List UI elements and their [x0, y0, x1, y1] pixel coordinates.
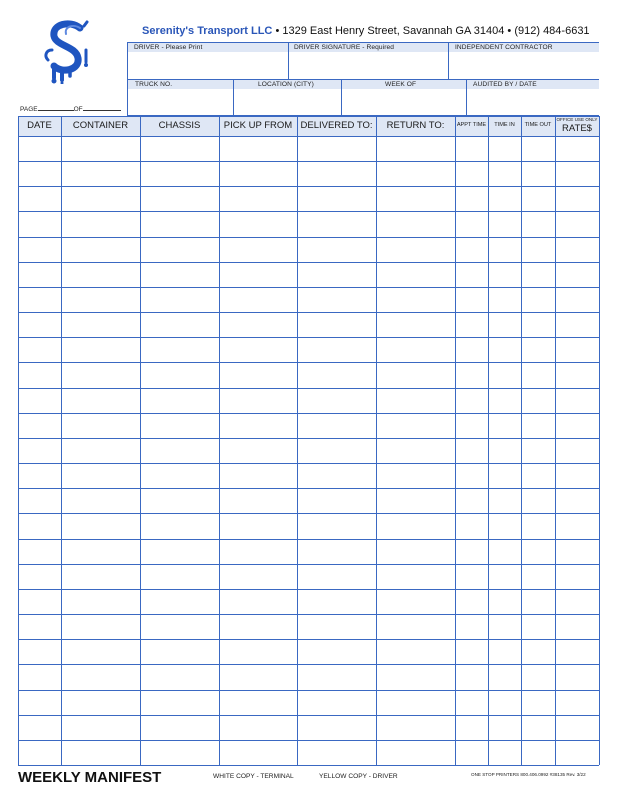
column-header-pick-up-from: PICK UP FROM — [223, 120, 293, 132]
separator-bullet: • — [507, 25, 512, 37]
table-cell[interactable] — [377, 363, 455, 388]
table-cell[interactable] — [220, 389, 297, 413]
table-cell[interactable] — [556, 741, 599, 765]
table-cell[interactable] — [62, 313, 140, 337]
table-cell[interactable] — [522, 640, 555, 664]
table-cell[interactable] — [489, 263, 521, 287]
table-cell[interactable] — [489, 313, 521, 337]
printer-credit: ONE STOP PRINTERS 800.406.0992 #38135 Rev. 3/22 — [471, 772, 586, 777]
table-cell[interactable] — [522, 363, 555, 388]
table-cell[interactable] — [522, 489, 555, 513]
table-cell[interactable] — [377, 263, 455, 287]
table-cell[interactable] — [377, 414, 455, 438]
table-cell[interactable] — [19, 640, 61, 664]
table-cell[interactable] — [298, 716, 376, 740]
table-cell[interactable] — [556, 238, 599, 262]
table-cell[interactable] — [19, 389, 61, 413]
of-label: OF — [73, 106, 83, 113]
table-cell[interactable] — [220, 615, 297, 639]
table-cell[interactable] — [220, 590, 297, 614]
table-cell[interactable] — [19, 162, 61, 186]
table-cell[interactable] — [456, 540, 488, 564]
table-cell[interactable] — [556, 665, 599, 690]
company-address: 1329 East Henry Street, Savannah GA 31404 — [282, 25, 505, 37]
table-cell[interactable] — [19, 238, 61, 262]
table-cell[interactable] — [377, 389, 455, 413]
table-cell[interactable] — [556, 313, 599, 337]
table-cell[interactable] — [556, 640, 599, 664]
table-cell[interactable] — [298, 665, 376, 690]
table-cell[interactable] — [556, 565, 599, 589]
week-of-label: WEEK OF — [385, 81, 417, 88]
table-cell[interactable] — [489, 540, 521, 564]
table-cell[interactable] — [298, 640, 376, 664]
table-cell[interactable] — [141, 288, 219, 312]
table-cell[interactable] — [489, 691, 521, 715]
table-cell[interactable] — [522, 565, 555, 589]
table-cell[interactable] — [556, 414, 599, 438]
column-header-chassis: CHASSIS — [158, 120, 201, 132]
table-cell[interactable] — [377, 288, 455, 312]
table-cell[interactable] — [141, 363, 219, 388]
white-copy-note: WHITE COPY - TERMINAL — [213, 773, 294, 780]
table-cell[interactable] — [298, 565, 376, 589]
table-cell[interactable] — [556, 540, 599, 564]
table-cell[interactable] — [220, 288, 297, 312]
table-column-rule — [599, 116, 600, 765]
table-cell[interactable] — [62, 716, 140, 740]
table-cell[interactable] — [489, 615, 521, 639]
table-cell[interactable] — [522, 716, 555, 740]
table-cell[interactable] — [19, 187, 61, 211]
table-cell[interactable] — [220, 540, 297, 564]
table-cell[interactable] — [377, 439, 455, 463]
table-cell[interactable] — [556, 187, 599, 211]
table-cell[interactable] — [377, 338, 455, 362]
table-cell[interactable] — [298, 137, 376, 161]
table-cell[interactable] — [62, 640, 140, 664]
table-cell[interactable] — [62, 212, 140, 237]
table-cell[interactable] — [19, 313, 61, 337]
table-cell[interactable] — [220, 137, 297, 161]
table-cell[interactable] — [298, 313, 376, 337]
table-cell[interactable] — [377, 489, 455, 513]
table-cell[interactable] — [19, 137, 61, 161]
company-name: Serenity's Transport LLC — [142, 25, 273, 37]
table-cell[interactable] — [489, 162, 521, 186]
table-cell[interactable] — [19, 716, 61, 740]
table-cell[interactable] — [141, 716, 219, 740]
table-cell[interactable] — [556, 514, 599, 539]
table-cell[interactable] — [220, 464, 297, 488]
table-cell[interactable] — [141, 691, 219, 715]
table-cell[interactable] — [377, 137, 455, 161]
table-cell[interactable] — [141, 615, 219, 639]
table-cell[interactable] — [19, 741, 61, 765]
table-cell[interactable] — [141, 263, 219, 287]
table-cell[interactable] — [377, 162, 455, 186]
table-cell[interactable] — [62, 514, 140, 539]
table-cell[interactable] — [522, 212, 555, 237]
table-cell[interactable] — [220, 263, 297, 287]
table-cell[interactable] — [62, 464, 140, 488]
table-cell[interactable] — [489, 640, 521, 664]
table-cell[interactable] — [377, 716, 455, 740]
table-row-rule — [18, 765, 599, 766]
table-cell[interactable] — [489, 565, 521, 589]
table-cell[interactable] — [556, 363, 599, 388]
table-cell[interactable] — [141, 414, 219, 438]
audited-by-label: AUDITED BY / DATE — [473, 81, 537, 88]
table-cell[interactable] — [456, 590, 488, 614]
table-cell[interactable] — [141, 464, 219, 488]
table-cell[interactable] — [522, 187, 555, 211]
column-header-time-in: TIME IN — [494, 122, 515, 129]
table-cell[interactable] — [220, 716, 297, 740]
table-cell[interactable] — [62, 263, 140, 287]
table-cell[interactable] — [141, 489, 219, 513]
table-cell[interactable] — [19, 565, 61, 589]
table-cell[interactable] — [377, 590, 455, 614]
page-label: PAGE — [20, 106, 38, 113]
table-cell[interactable] — [19, 514, 61, 539]
table-cell[interactable] — [220, 363, 297, 388]
table-cell[interactable] — [220, 565, 297, 589]
table-cell[interactable] — [489, 363, 521, 388]
table-cell[interactable] — [489, 489, 521, 513]
table-cell[interactable] — [298, 263, 376, 287]
column-header-time-out: TIME OUT — [524, 122, 552, 129]
table-cell[interactable] — [489, 187, 521, 211]
table-cell[interactable] — [456, 691, 488, 715]
table-cell[interactable] — [220, 212, 297, 237]
table-cell[interactable] — [489, 439, 521, 463]
table-cell[interactable] — [141, 540, 219, 564]
table-cell[interactable] — [19, 288, 61, 312]
table-cell[interactable] — [19, 590, 61, 614]
table-cell[interactable] — [62, 691, 140, 715]
table-cell[interactable] — [456, 414, 488, 438]
table-cell[interactable] — [377, 691, 455, 715]
table-cell[interactable] — [298, 464, 376, 488]
table-cell[interactable] — [556, 489, 599, 513]
table-cell[interactable] — [220, 640, 297, 664]
table-cell[interactable] — [141, 338, 219, 362]
table-cell[interactable] — [522, 338, 555, 362]
table-cell[interactable] — [298, 489, 376, 513]
table-cell[interactable] — [377, 187, 455, 211]
table-cell[interactable] — [522, 137, 555, 161]
table-cell[interactable] — [19, 338, 61, 362]
table-cell[interactable] — [522, 590, 555, 614]
table-cell[interactable] — [522, 389, 555, 413]
table-cell[interactable] — [141, 741, 219, 765]
table-cell[interactable] — [556, 716, 599, 740]
table-cell[interactable] — [489, 741, 521, 765]
table-cell[interactable] — [456, 212, 488, 237]
table-cell[interactable] — [220, 514, 297, 539]
table-cell[interactable] — [220, 665, 297, 690]
table-cell[interactable] — [141, 590, 219, 614]
location-label: LOCATION (CITY) — [258, 81, 314, 88]
table-cell[interactable] — [522, 288, 555, 312]
table-cell[interactable] — [19, 665, 61, 690]
table-cell[interactable] — [377, 514, 455, 539]
table-cell[interactable] — [456, 439, 488, 463]
column-header-return-to: RETURN TO: — [386, 120, 445, 132]
table-cell[interactable] — [298, 288, 376, 312]
table-cell[interactable] — [19, 212, 61, 237]
truck-no-label: TRUCK NO. — [135, 81, 173, 88]
table-cell[interactable] — [377, 238, 455, 262]
table-cell[interactable] — [489, 590, 521, 614]
table-cell[interactable] — [19, 615, 61, 639]
table-cell[interactable] — [298, 389, 376, 413]
table-cell[interactable] — [556, 439, 599, 463]
table-cell[interactable] — [298, 338, 376, 362]
table-cell[interactable] — [489, 212, 521, 237]
table-cell[interactable] — [556, 464, 599, 488]
column-header-container: CONTAINER — [72, 120, 129, 132]
table-cell[interactable] — [377, 640, 455, 664]
table-cell[interactable] — [489, 514, 521, 539]
table-cell[interactable] — [62, 489, 140, 513]
table-cell[interactable] — [220, 439, 297, 463]
table-cell[interactable] — [377, 540, 455, 564]
table-cell[interactable] — [298, 514, 376, 539]
table-cell[interactable] — [141, 389, 219, 413]
table-cell[interactable] — [489, 137, 521, 161]
table-cell[interactable] — [298, 615, 376, 639]
table-cell[interactable] — [62, 439, 140, 463]
table-cell[interactable] — [489, 389, 521, 413]
company-phone: (912) 484-6631 — [514, 25, 590, 37]
table-cell[interactable] — [556, 212, 599, 237]
table-cell[interactable] — [456, 464, 488, 488]
table-cell[interactable] — [62, 187, 140, 211]
table-cell[interactable] — [220, 313, 297, 337]
column-header-delivered-to: DELIVERED TO: — [300, 120, 373, 132]
table-cell[interactable] — [62, 238, 140, 262]
table-cell[interactable] — [220, 414, 297, 438]
table-cell[interactable] — [489, 665, 521, 690]
table-cell[interactable] — [456, 716, 488, 740]
table-cell[interactable] — [220, 338, 297, 362]
table-cell[interactable] — [141, 212, 219, 237]
table-top-rule — [18, 116, 599, 117]
table-cell[interactable] — [377, 212, 455, 237]
table-cell[interactable] — [220, 489, 297, 513]
table-cell[interactable] — [377, 615, 455, 639]
table-cell[interactable] — [556, 288, 599, 312]
table-cell[interactable] — [19, 263, 61, 287]
table-cell[interactable] — [522, 238, 555, 262]
yellow-copy-note: YELLOW COPY - DRIVER — [319, 773, 398, 780]
table-cell[interactable] — [456, 363, 488, 388]
table-cell[interactable] — [522, 514, 555, 539]
table-cell[interactable] — [522, 162, 555, 186]
table-cell[interactable] — [377, 565, 455, 589]
table-cell[interactable] — [141, 162, 219, 186]
table-cell[interactable] — [456, 313, 488, 337]
table-cell[interactable] — [522, 540, 555, 564]
table-cell[interactable] — [298, 162, 376, 186]
table-cell[interactable] — [522, 439, 555, 463]
table-cell[interactable] — [489, 414, 521, 438]
table-cell[interactable] — [298, 590, 376, 614]
table-cell[interactable] — [489, 288, 521, 312]
table-cell[interactable] — [456, 615, 488, 639]
table-cell[interactable] — [62, 389, 140, 413]
table-cell[interactable] — [522, 313, 555, 337]
table-cell[interactable] — [220, 187, 297, 211]
table-cell[interactable] — [522, 414, 555, 438]
table-cell[interactable] — [556, 615, 599, 639]
table-cell[interactable] — [298, 741, 376, 765]
table-cell[interactable] — [556, 389, 599, 413]
table-cell[interactable] — [522, 615, 555, 639]
table-cell[interactable] — [456, 162, 488, 186]
table-cell[interactable] — [19, 363, 61, 388]
table-cell[interactable] — [19, 691, 61, 715]
table-cell[interactable] — [556, 691, 599, 715]
table-cell[interactable] — [298, 187, 376, 211]
table-cell[interactable] — [298, 363, 376, 388]
table-cell[interactable] — [19, 464, 61, 488]
table-cell[interactable] — [522, 665, 555, 690]
table-cell[interactable] — [220, 162, 297, 186]
table-cell[interactable] — [456, 389, 488, 413]
table-cell[interactable] — [456, 338, 488, 362]
table-cell[interactable] — [522, 691, 555, 715]
table-cell[interactable] — [220, 741, 297, 765]
table-cell[interactable] — [62, 615, 140, 639]
table-cell[interactable] — [141, 137, 219, 161]
table-cell[interactable] — [456, 565, 488, 589]
table-cell[interactable] — [522, 464, 555, 488]
table-cell[interactable] — [62, 137, 140, 161]
table-cell[interactable] — [556, 137, 599, 161]
table-cell[interactable] — [298, 212, 376, 237]
table-cell[interactable] — [489, 716, 521, 740]
table-cell[interactable] — [298, 439, 376, 463]
table-cell[interactable] — [556, 162, 599, 186]
table-cell[interactable] — [19, 540, 61, 564]
table-cell[interactable] — [141, 238, 219, 262]
table-cell[interactable] — [220, 238, 297, 262]
table-cell[interactable] — [456, 489, 488, 513]
table-cell[interactable] — [62, 363, 140, 388]
table-cell[interactable] — [220, 691, 297, 715]
table-cell[interactable] — [456, 514, 488, 539]
table-cell[interactable] — [141, 514, 219, 539]
table-cell[interactable] — [19, 414, 61, 438]
table-cell[interactable] — [489, 464, 521, 488]
driver-label: DRIVER - Please Print — [134, 44, 203, 51]
table-cell[interactable] — [522, 263, 555, 287]
column-header-date: DATE — [27, 120, 52, 132]
table-cell[interactable] — [377, 741, 455, 765]
table-cell[interactable] — [456, 137, 488, 161]
table-cell[interactable] — [19, 439, 61, 463]
table-cell[interactable] — [489, 238, 521, 262]
driver-signature-label: DRIVER SIGNATURE - Required — [294, 44, 395, 51]
table-cell[interactable] — [298, 540, 376, 564]
table-cell[interactable] — [141, 640, 219, 664]
table-cell[interactable] — [62, 590, 140, 614]
table-cell[interactable] — [141, 439, 219, 463]
table-cell[interactable] — [556, 590, 599, 614]
table-cell[interactable] — [141, 565, 219, 589]
table-cell[interactable] — [141, 313, 219, 337]
table-cell[interactable] — [456, 665, 488, 690]
table-cell[interactable] — [62, 741, 140, 765]
column-header-appt-time: APPT TIME — [456, 122, 487, 129]
table-cell[interactable] — [489, 338, 521, 362]
rates-label: RATE$ — [562, 123, 592, 135]
table-cell[interactable] — [62, 162, 140, 186]
table-cell[interactable] — [556, 263, 599, 287]
table-cell[interactable] — [298, 691, 376, 715]
table-cell[interactable] — [298, 238, 376, 262]
table-cell[interactable] — [19, 489, 61, 513]
separator-bullet: • — [275, 25, 280, 37]
table-cell[interactable] — [522, 741, 555, 765]
table-cell[interactable] — [456, 741, 488, 765]
office-use-only-label: OFFICE USE ONLY — [556, 117, 598, 123]
table-cell[interactable] — [556, 338, 599, 362]
table-cell[interactable] — [377, 665, 455, 690]
table-cell[interactable] — [62, 338, 140, 362]
form-title: WEEKLY MANIFEST — [18, 769, 162, 786]
table-cell[interactable] — [456, 263, 488, 287]
table-cell[interactable] — [298, 414, 376, 438]
table-cell[interactable] — [62, 288, 140, 312]
table-cell[interactable] — [377, 313, 455, 337]
table-cell[interactable] — [377, 464, 455, 488]
table-cell[interactable] — [62, 565, 140, 589]
table-cell[interactable] — [62, 665, 140, 690]
independent-contractor-label: INDEPENDENT CONTRACTOR — [455, 44, 553, 51]
table-cell[interactable] — [62, 414, 140, 438]
table-cell[interactable] — [456, 238, 488, 262]
table-cell[interactable] — [141, 187, 219, 211]
table-cell[interactable] — [62, 540, 140, 564]
table-cell[interactable] — [456, 640, 488, 664]
table-cell[interactable] — [456, 187, 488, 211]
table-cell[interactable] — [456, 288, 488, 312]
table-cell[interactable] — [141, 665, 219, 690]
